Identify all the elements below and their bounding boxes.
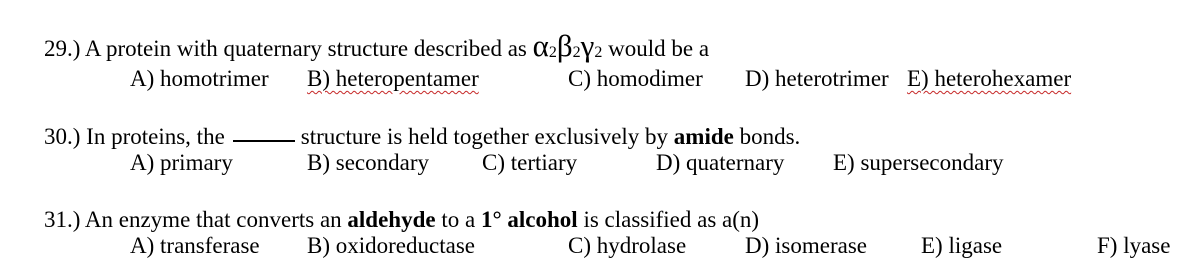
question-text: structure is held together exclusively by: [300, 124, 669, 149]
question-text: bonds.: [739, 124, 801, 149]
option-b: B) secondary: [307, 150, 429, 175]
option-c: C) hydrolase: [568, 233, 687, 258]
subunit-formula: α2β2γ2: [532, 28, 603, 63]
question-text: to a: [441, 207, 476, 232]
option-e: E) ligase: [921, 233, 1003, 258]
option-e: E) supersecondary: [833, 150, 1004, 175]
question-text: In proteins, the: [86, 124, 225, 149]
option-c: C) tertiary: [482, 150, 578, 175]
question-text: is classified as a(n): [583, 207, 760, 232]
question-text: would be a: [608, 36, 710, 61]
question-number: 31.): [44, 207, 81, 232]
option-a: A) primary: [130, 150, 233, 175]
answer-blank: [233, 140, 295, 142]
option-f: F) lyase: [1097, 233, 1171, 258]
option-d: D) quaternary: [656, 150, 785, 175]
question-30-stem: [44, 125, 800, 148]
question-text: A protein with quaternary structure described as: [84, 36, 527, 61]
question-number: 30.): [44, 124, 81, 149]
question-number: 29.): [44, 36, 81, 61]
question-text: An enzyme that converts an: [84, 207, 342, 232]
question-31-stem: [44, 208, 759, 231]
bold-term: amide: [673, 124, 734, 149]
bold-term: 1° alcohol: [480, 207, 578, 232]
bold-term: aldehyde: [347, 207, 436, 232]
option-e: E) heterohexamer: [907, 66, 1072, 91]
question-29-stem: [44, 30, 709, 61]
option-a: A) transferase: [130, 233, 260, 258]
option-b: B) heteropentamer: [307, 66, 479, 91]
option-d: D) isomerase: [745, 233, 867, 258]
option-b: B) oxidoreductase: [307, 233, 475, 258]
option-c: C) homodimer: [568, 66, 703, 91]
option-d: D) heterotrimer: [745, 66, 889, 91]
option-a: A) homotrimer: [130, 66, 269, 91]
